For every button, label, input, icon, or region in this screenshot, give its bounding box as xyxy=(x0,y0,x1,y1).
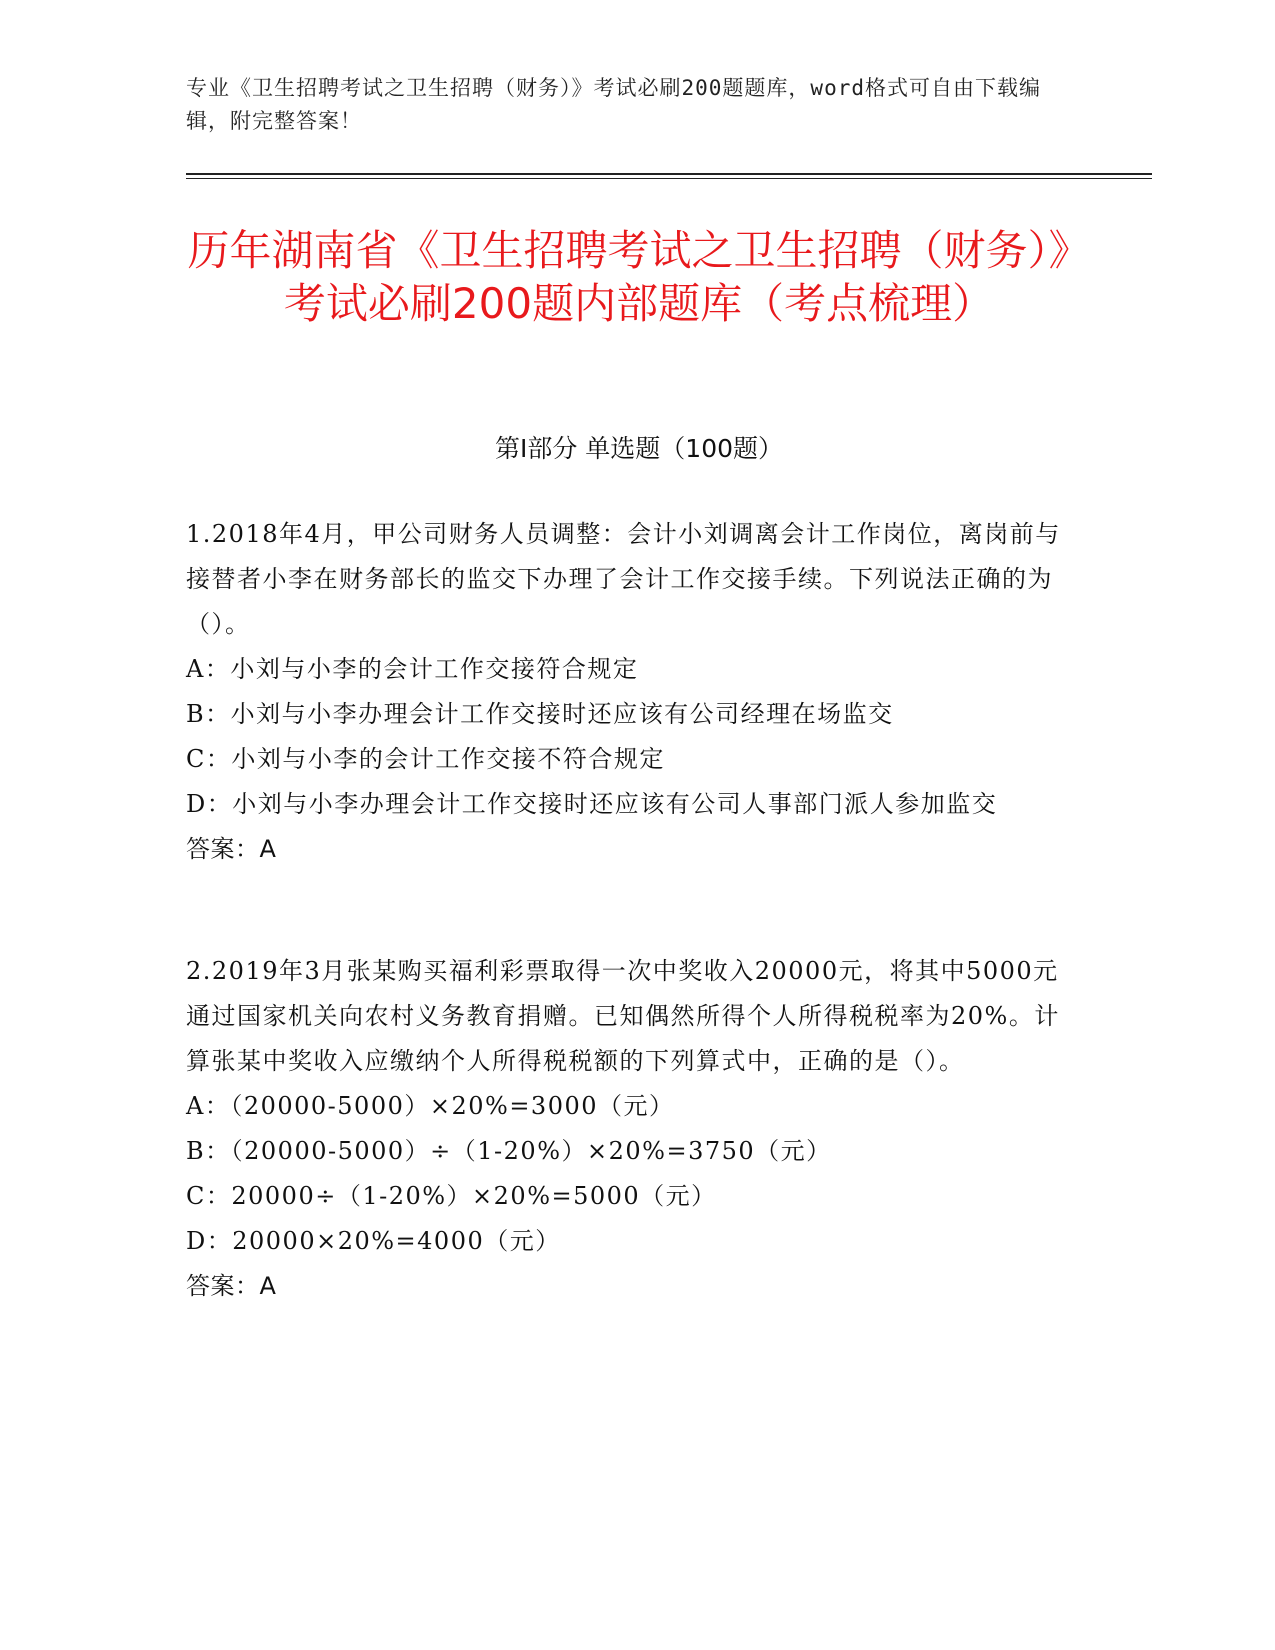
option-a: A：小刘与小李的会计工作交接符合规定 xyxy=(186,655,639,683)
option-d: D：小刘与小李办理会计工作交接时还应该有公司人事部门派人参加监交 xyxy=(186,790,998,818)
option-d: D：20000×20%=4000（元） xyxy=(186,1227,561,1255)
section-heading: 第Ⅰ部分 单选题（100题） xyxy=(494,434,784,463)
option-c: C：小刘与小李的会计工作交接不符合规定 xyxy=(186,745,665,773)
option-c: C：20000÷（1-20%）×20%=5000（元） xyxy=(186,1182,717,1210)
question-2 xyxy=(186,949,1076,1309)
document-title: 历年湖南省《卫生招聘考试之卫生招聘（财务）》考试必刷200题内部题库（考点梳理） xyxy=(187,226,1091,328)
option-b: B：（20000-5000）÷（1-20%）×20%=3750（元） xyxy=(186,1137,832,1165)
question-stem: 2.2019年3月张某购买福利彩票取得一次中奖收入20000元，将其中5000元通过国家机关向农村义务教育捐赠。已知偶然所得个人所得税税率为20%。计算张某中奖收入应缴纳个人所得税税额的下列算式中，正确的是（）。 xyxy=(186,957,1060,1075)
question-1 xyxy=(186,512,1076,872)
option-a: A：（20000-5000）×20%=3000（元） xyxy=(186,1092,675,1120)
header-note: 专业《卫生招聘考试之卫生招聘（财务）》考试必刷200题题库，word格式可自由下载编辑，附完整答案！ xyxy=(186,76,1041,133)
option-b: B：小刘与小李办理会计工作交接时还应该有公司经理在场监交 xyxy=(186,700,894,728)
answer: 答案：A xyxy=(186,835,277,863)
header-divider-thin xyxy=(186,178,1152,179)
answer: 答案：A xyxy=(186,1272,277,1300)
question-stem: 1.2018年4月，甲公司财务人员调整：会计小刘调离会计工作岗位，离岗前与接替者小李在财务部长的监交下办理了会计工作交接手续。下列说法正确的为（）。 xyxy=(186,520,1061,638)
header-divider-thick xyxy=(186,173,1152,175)
